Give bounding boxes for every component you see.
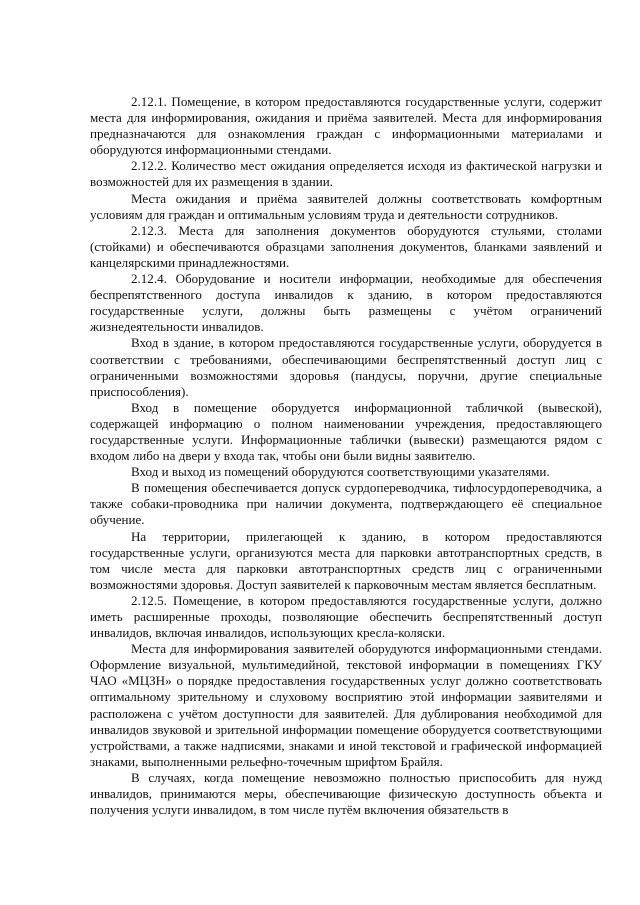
- paragraph-accessibility-measures: В случаях, когда помещение невозможно полностью приспособить для нужд инвалидов, принимаются меры, обеспечивающие физическую доступность объекта и получения услуги инвалидом, в том числе путём включения обязательств в: [90, 769, 602, 818]
- paragraph-waiting-places: Места ожидания и приёма заявителей должны соответствовать комфортным условиям для граждан и оптимальным условиям труда и деятельности сотрудников.: [90, 190, 602, 222]
- paragraph-building-entrance: Вход в здание, в котором предоставляются государственные услуги, оборудуется в соответствии с требованиями, обеспечивающими беспрепятственный доступ лиц с ограниченными возможностями здоровья (пандусы, поручни, другие специальные приспособления).: [90, 335, 602, 399]
- paragraph-2-12-2: 2.12.2. Количество мест ожидания определяется исходя из фактической нагрузки и возможностей для их размещения в здании.: [90, 158, 602, 190]
- paragraph-2-12-1: 2.12.1. Помещение, в котором предоставляются государственные услуги, содержит места для информирования, ожидания и приёма заявителей. Места для информирования предназначаются для ознакомления граждан с информационными материалами и оборудуются информационными стендами.: [90, 94, 602, 158]
- paragraph-entrance-sign: Вход в помещение оборудуется информационной табличкой (вывеской), содержащей информацию о полном наименовании учреждения, предоставляющего государственные услуги. Информационные таблички (вывески) размещаются рядом с входом либо на двери у входа так, чтобы они были видны заявителю.: [90, 399, 602, 464]
- document-page: [90, 94, 602, 818]
- paragraph-2-12-4: 2.12.4. Оборудование и носители информации, необходимые для обеспечения беспрепятственного доступа инвалидов к зданию, в котором предоставляются государственные услуги, должны быть размещены с учётом ограничений жизнедеятельности инвалидов.: [90, 271, 602, 335]
- paragraph-2-12-5: 2.12.5. Помещение, в котором предоставляются государственные услуги, должно иметь расширенные проходы, позволяющие обеспечить беспрепятственный доступ инвалидов, включая инвалидов, использующих кресла-коляски.: [90, 592, 602, 641]
- paragraph-2-12-3: 2.12.3. Места для заполнения документов оборудуются стульями, столами (стойками) и обеспечиваются образцами заполнения документов, бланками заявлений и канцелярскими принадлежностями.: [90, 222, 602, 270]
- paragraph-info-stands: Места для информирования заявителей оборудуются информационными стендами. Оформление визуальной, мультимедийной, текстовой информации в помещениях ГКУ ЧАО «МЦЗН» о порядке предоставления государственных услуг должно соответствовать оптимальному зрительному и слуховому восприятию этой информации заявителями и расположена с учётом доступности для заявителей. Для дублирования необходимой для инвалидов звуковой и зрительной информации помещение оборудуется соответствующими устройствами, а также надписями, знаками и иной текстовой и графической информацией знаками, выполненными рельефно-точечным шрифтом Брайля.: [90, 641, 602, 769]
- paragraph-entrance-exit-signs: Вход и выход из помещений оборудуются соответствующими указателями.: [131, 464, 550, 480]
- paragraph-parking: На территории, прилегающей к зданию, в котором предоставляются государственные услуги, организуются места для парковки автотранспортных средств, в том числе места для парковки автотранспортных средств лиц с ограниченными возможностями здоровья. Доступ заявителей к парковочным местам является бесплатным.: [90, 528, 602, 592]
- paragraph-admission: В помещения обеспечивается допуск сурдопереводчика, тифлосурдопереводчика, а также собаки-проводника при наличии документа, подтверждающего её специальное обучение.: [90, 480, 602, 528]
